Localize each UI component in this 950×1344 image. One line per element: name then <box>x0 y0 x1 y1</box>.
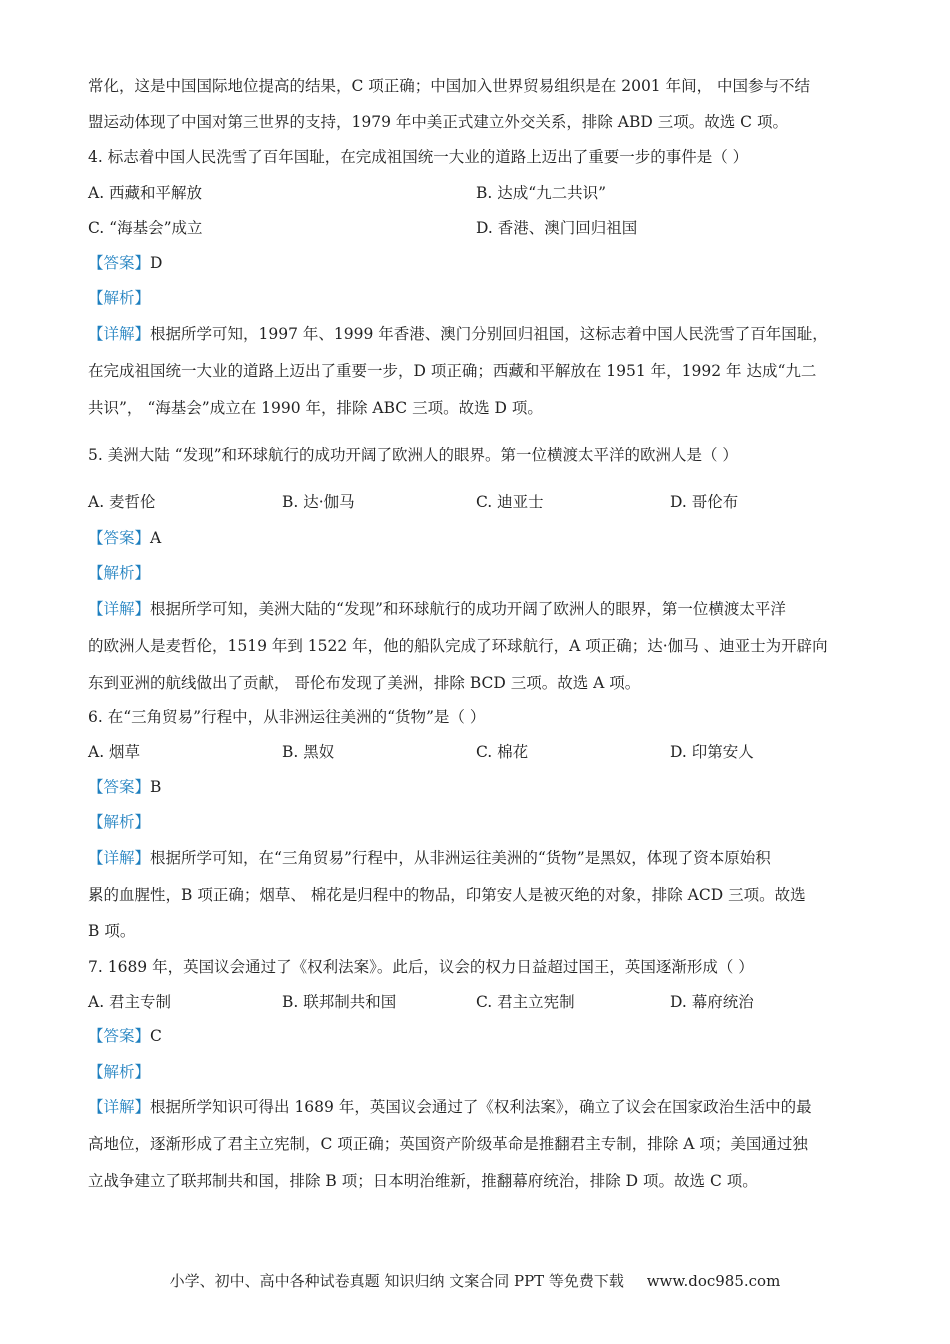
question-4-stem: 4. 标志着中国人民洗雪了百年国耻，在完成祖国统一大业的道路上迈出了重要一步的事件是（ ） <box>88 148 749 166</box>
question-5-detail-line-1 <box>88 599 786 619</box>
question-4-detail-line-3: 共识”， “海基会”成立在 1990 年，排除 ABC 三项。故选 D 项。 <box>88 399 543 417</box>
detail-label: 【详解】 <box>88 1098 151 1116</box>
question-4-detail-line-2: 在完成祖国统一大业的道路上迈出了重要一步，D 项正确；西藏和平解放在 1951 年，1992 年 达成“九二 <box>88 362 817 380</box>
question-5-option-d: D. 哥伦布 <box>670 493 739 511</box>
question-7-option-c: C. 君主立宪制 <box>476 993 575 1011</box>
question-7-analysis-label <box>88 1062 150 1082</box>
question-6-detail-line-2: 累的血腥性，B 项正确；烟草、 棉花是归程中的物品，印第安人是被灭绝的对象，排除 ACD 三项。故选 <box>88 886 806 904</box>
question-4-option-a: A. 西藏和平解放 <box>88 184 203 202</box>
question-7-option-b: B. 联邦制共和国 <box>282 993 397 1011</box>
question-4-analysis-label <box>88 288 150 308</box>
question-5-option-c: C. 迪亚士 <box>476 493 544 511</box>
page-footer <box>0 1270 950 1291</box>
question-7-detail-line-3: 立战争建立了联邦制共和国，排除 B 项；日本明治维新，推翻幕府统治，排除 D 项。故选 C 项。 <box>88 1172 758 1190</box>
answer-value: D <box>150 254 163 272</box>
detail-label: 【详解】 <box>88 849 151 867</box>
detail-text: 根据所学知识可得出 1689 年，英国议会通过了《权利法案》，确立了议会在国家政治生活中的最 <box>150 1098 812 1116</box>
question-4-option-c: C. “海基会”成立 <box>88 219 203 237</box>
question-7-stem: 7. 1689 年，英国议会通过了《权利法案》。此后，议会的权力日益超过国王，英国逐渐形成（ ） <box>88 958 754 976</box>
question-6-detail-line-1 <box>88 848 771 868</box>
question-7-option-d: D. 幕府统治 <box>670 993 754 1011</box>
question-7-detail-line-2: 高地位，逐渐形成了君主立宪制，C 项正确；英国资产阶级革命是推翻君主专制，排除 A 项；美国通过独 <box>88 1135 808 1153</box>
question-5-answer <box>88 528 161 548</box>
analysis-label: 【解析】 <box>88 1063 151 1081</box>
question-5-option-b: B. 达·伽马 <box>282 493 355 511</box>
answer-value: B <box>150 778 162 796</box>
detail-text: 根据所学可知，美洲大陆的“发现”和环球航行的成功开阔了欧洲人的眼界，第一位横渡太平洋 <box>150 600 786 618</box>
answer-label: 【答案】 <box>88 529 151 547</box>
question-7-option-a: A. 君主专制 <box>88 993 172 1011</box>
question-6-analysis-label <box>88 812 150 832</box>
question-6-detail-line-3: B 项。 <box>88 922 136 940</box>
question-6-option-d: D. 印第安人 <box>670 743 754 761</box>
question-7-answer <box>88 1026 162 1046</box>
question-4-option-d: D. 香港、澳门回归祖国 <box>476 219 638 237</box>
question-5-option-a: A. 麦哲伦 <box>88 493 156 511</box>
question-6-stem: 6. 在“三角贸易”行程中，从非洲运往美洲的“货物”是（ ） <box>88 708 486 726</box>
question-6-answer <box>88 777 161 797</box>
question-6-option-b: B. 黑奴 <box>282 743 335 761</box>
prev-analysis-line-1: 常化，这是中国国际地位提高的结果，C 项正确；中国加入世界贸易组织是在 2001 年间， 中国参与不结 <box>88 77 811 95</box>
footer-text: 小学、初中、高中各种试卷真题 知识归纳 文案合同 PPT 等免费下载 <box>169 1272 624 1290</box>
detail-label: 【详解】 <box>88 325 151 343</box>
detail-text: 根据所学可知，1997 年、1999 年香港、澳门分别回归祖国，这标志着中国人民洗雪了百年国耻， <box>150 325 828 343</box>
question-5-detail-line-3: 东到亚洲的航线做出了贡献， 哥伦布发现了美洲，排除 BCD 三项。故选 A 项。 <box>88 674 641 692</box>
answer-label: 【答案】 <box>88 254 151 272</box>
detail-text: 根据所学可知，在“三角贸易”行程中，从非洲运往美洲的“货物”是黑奴，体现了资本原始积 <box>150 849 771 867</box>
analysis-label: 【解析】 <box>88 289 151 307</box>
answer-value: A <box>150 529 162 547</box>
prev-analysis-line-2: 盟运动体现了中国对第三世界的支持，1979 年中美正式建立外交关系，排除 ABD 三项。故选 C 项。 <box>88 113 788 131</box>
question-4-answer <box>88 253 162 273</box>
question-7-detail-line-1 <box>88 1097 812 1117</box>
answer-value: C <box>150 1027 162 1045</box>
analysis-label: 【解析】 <box>88 813 151 831</box>
question-6-option-c: C. 棉花 <box>476 743 529 761</box>
answer-label: 【答案】 <box>88 1027 151 1045</box>
footer-link[interactable]: www.doc985.com <box>646 1272 781 1290</box>
question-5-detail-line-2: 的欧洲人是麦哲伦，1519 年到 1522 年，他的船队完成了环球航行，A 项正确；达·伽马 、迪亚士为开辟向 <box>88 637 828 655</box>
answer-label: 【答案】 <box>88 778 151 796</box>
question-5-analysis-label <box>88 563 150 583</box>
detail-label: 【详解】 <box>88 600 151 618</box>
question-4-detail-line-1 <box>88 324 828 344</box>
question-6-option-a: A. 烟草 <box>88 743 141 761</box>
question-4-option-b: B. 达成“九二共识” <box>476 184 607 202</box>
question-5-stem: 5. 美洲大陆 “发现”和环球航行的成功开阔了欧洲人的眼界。第一位横渡太平洋的欧洲人是（ ） <box>88 446 738 464</box>
analysis-label: 【解析】 <box>88 564 151 582</box>
